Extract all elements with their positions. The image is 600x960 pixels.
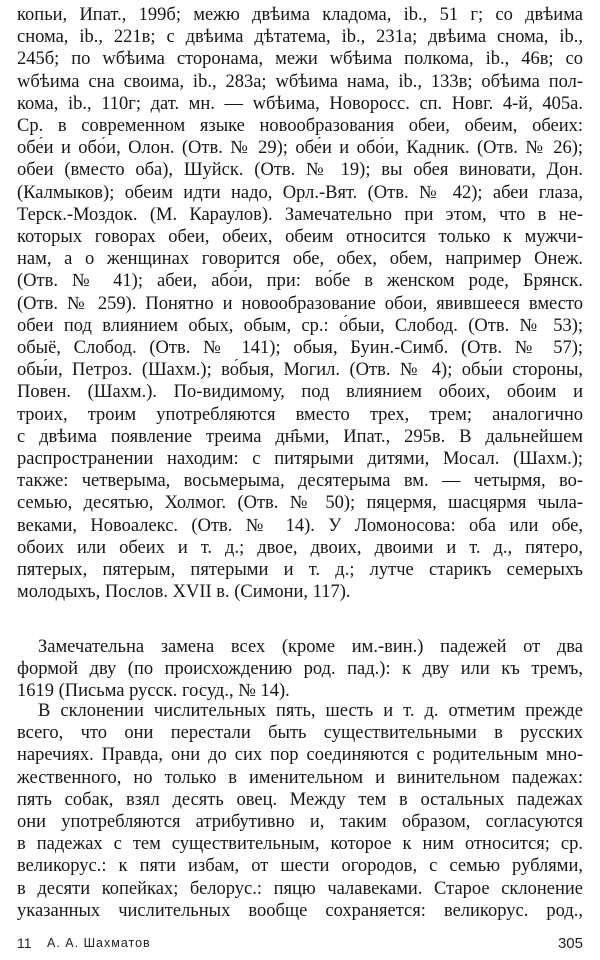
text-line: обеи под влиянием обых, обым, ср.: о́быи, Слобод. (Отв. № 53); (17, 315, 583, 336)
text-line: обы́и, Петроз. (Шахм.); во́быя, Могил. (Отв. № 4); обы́и стороны, (17, 360, 583, 381)
paragraph-2 (17, 636, 583, 703)
text-line: указанных числительных вообще сохраняется: великорус. род., (17, 900, 583, 921)
text-line: пятерых, пятерым, пятерыми и т. д.; лутче старикъ семерыхъ (17, 560, 583, 581)
text-line: 245б; по wбѣима сторонама, межи wбѣима полкома, ib., 46в; со (17, 49, 583, 70)
text-line: они употребляются атрибутивно и, таким образом, согласуются (17, 812, 583, 833)
text-line: в падежах с тем существительным, которое к ним относится; ср. (17, 834, 583, 855)
text-line: которых говорах обеи, обеих, обеим относится только к мужчи- (17, 227, 583, 248)
text-line: пять собак, взял десять овец. Между тем в остальных падежах (17, 789, 583, 810)
text-line: обеи (вместо оба), Шуйск. (Отв. № 19); вы обея виновати, Дон. (17, 160, 583, 181)
text-line: Повен. (Шахм.). По-видимому, под влиянием обоих, обоим и (17, 382, 583, 403)
text-line: всего, что они перестали быть существительными в русских (17, 723, 583, 744)
page-footer (17, 935, 583, 955)
text-line: жественного, но только в именительном и винительном падежах: (17, 767, 583, 788)
text-line: распространении находим: с питярыми дитями, Мосал. (Шахм.); (17, 449, 583, 470)
text-line: наречиях. Правда, они до сих пор соединяются с родительным мно- (17, 745, 583, 766)
text-line: снома, ib., 221в; с двѣима дѣтатема, ib., 231а; двѣима снома, ib., (17, 27, 583, 48)
text-line: формой дву (по происхождению род. пад.): к дву или къ тремъ, (17, 659, 583, 680)
text-line: (Калмыков); обеим идти надо, Орл.-Вят. (Отв. № 42); абеи глаза, (17, 182, 583, 203)
text-line: wбѣима сна своима, ib., 283а; wбѣима нама, ib., 133в; обѣима пол- (17, 71, 583, 92)
page-number: 305 (557, 935, 583, 952)
running-author: А. А. Шахматов (47, 936, 151, 950)
text-line: обоих или обеих и т. д.; двое, двоих, двоими и т. д., пятеро, (17, 537, 583, 558)
text-line: копьи, Ипат., 199б; межю двѣима кладома, ib., 51 г; со двѣима (17, 5, 583, 25)
text-line: троих, троим употребляются вместо трех, трем; аналогично (17, 404, 583, 425)
text-line: семью, десятью, Холмог. (Отв. № 50); пяцермя, шасцярмя чыла- (17, 493, 583, 514)
paragraph-1 (17, 4, 583, 603)
text-line: обе́и и обо́и, Олон. (Отв. № 29); обе́и и обо́и, Кадник. (Отв. № 26); (17, 138, 583, 159)
text-line: нам, а о женщинах говорится обе, обех, обем, например Онеж. (17, 249, 583, 270)
text-line: обыё, Слобод. (Отв. № 141); обыя, Буин.-Симб. (Отв. № 57); (17, 338, 583, 359)
signature-mark: 11 (17, 935, 32, 951)
text-line: Замечательна замена всех (кроме им.-вин.) падежей от два (38, 637, 583, 657)
text-line: веками, Новоалекс. (Отв. № 14). У Ломоносова: оба или обе, (17, 515, 583, 536)
text-line: Терск.-Моздок. (М. Караулов). Замечательно при этом, что в не- (17, 204, 583, 225)
paragraph-3 (17, 700, 583, 922)
text-line: в десяти копейках; белорус.: пяцю чалавеками. Старое склонение (17, 878, 583, 899)
text-line: 1619 (Письма русск. госуд., № 14). (17, 681, 290, 702)
text-line: молодыхъ, Послов. XVII в. (Симони, 117). (17, 582, 351, 603)
text-line: В склонении числительных пять, шесть и т. д. отметим прежде (38, 701, 583, 721)
text-line: великорус.: к пяти избам, от шести огородов, с семью рублями, (17, 856, 583, 877)
text-line: (Отв. № 41); абеи, або́и, при: во́бе в женском роде, Брянск. (17, 271, 583, 292)
text-line: кома, ib., 110г; дат. мн. — wбѣима, Новоросс. сп. Новг. 4-й, 405а. (17, 93, 583, 114)
text-line: с двѣима появление треима дн҄ьми, Ипат., 295в. В дальнейшем (17, 426, 583, 447)
text-line: Ср. в современном языке новообразования обеи, обеим, обеих: (17, 116, 583, 137)
text-line: также: четверыма, восьмерыма, десятерыма вм. — четырмя, во- (17, 471, 583, 492)
text-line: (Отв. № 259). Понятно и новообразование обои, явившееся вместо (17, 293, 583, 314)
